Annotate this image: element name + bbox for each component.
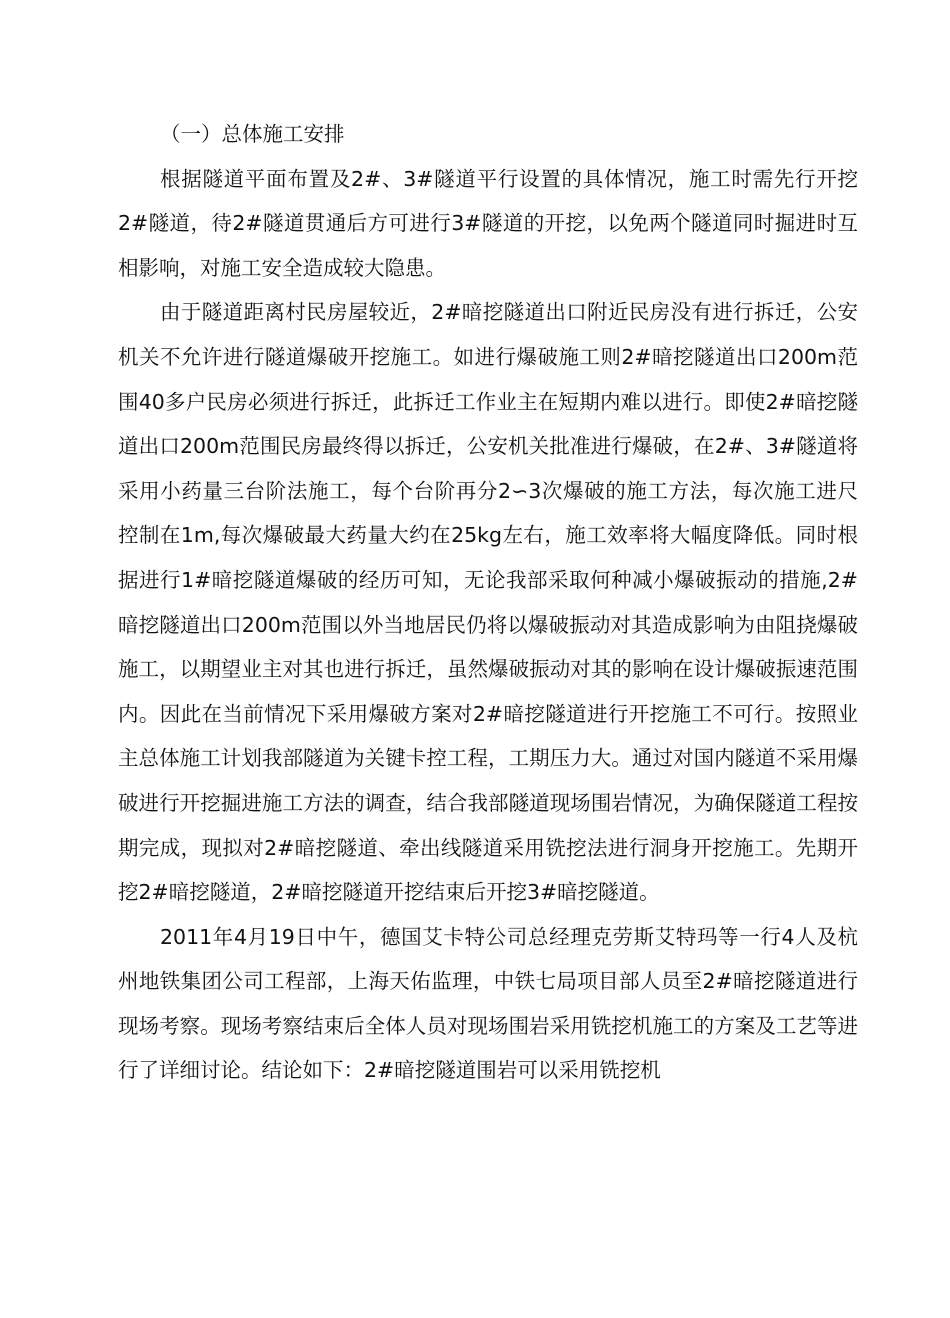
section-heading: （一）总体施工安排 [160, 122, 345, 146]
paragraph-site-inspection: 2011年4月19日中午，德国艾卡特公司总经理克劳斯艾特玛等一行4人及杭州地铁集团公司工程部，上海天佑监理，中铁七局项目部人员至2#暗挖隧道进行现场考察。现场考察结束后全体人员对现场围岩采用铣挖机施工的方案及工艺等进行了详细讨论。结论如下：2#暗挖隧道围岩可以采用铣挖机 [118, 924, 858, 1083]
paragraph-blasting-analysis: 由于隧道距离村民房屋较近，2#暗挖隧道出口附近民房没有进行拆迁，公安机关不允许进行隧道爆破开挖施工。如进行爆破施工则2#暗挖隧道出口200m范围40多户民房必须进行拆迁，此拆迁工作业主在短期内难以进行。即使2#暗挖隧道出口200m范围民房最终得以拆迁，公安机关批准进行爆破，在2#、3#隧道将采用小药量三台阶法施工，每个台阶再分2∽3次爆破的施工方法，每次施工进尺控制在1m,每次爆破最大药量大约在25kg左右，施工效率将大幅度降低。同时根据进行1#暗挖隧道爆破的经历可知，无论我部采取何种减小爆破振动的措施,2#暗挖隧道出口200m范围以外当地居民仍将以爆破振动对其造成影响为由阻挠爆破施工，以期望业主对其也进行拆迁，虽然爆破振动对其的影响在设计爆破振速范围内。因此在当前情况下采用爆破方案对2#暗挖隧道进行开挖施工不可行。按照业主总体施工计划我部隧道为关键卡控工程，工期压力大。通过对国内隧道不采用爆破进行开挖掘进施工方法的调查，结合我部隧道现场围岩情况，为确保隧道工程按期完成，现拟对2#暗挖隧道、牵出线隧道采用铣挖法进行洞身开挖施工。先期开挖2#暗挖隧道，2#暗挖隧道开挖结束后开挖3#暗挖隧道。 [118, 300, 858, 905]
document-page [118, 112, 858, 1093]
paragraph-construction-sequence: 根据隧道平面布置及2#、3#隧道平行设置的具体情况，施工时需先行开挖2#隧道，待2#隧道贯通后方可进行3#隧道的开挖，以免两个隧道同时掘进时互相影响，对施工安全造成较大隐患。 [118, 166, 858, 280]
